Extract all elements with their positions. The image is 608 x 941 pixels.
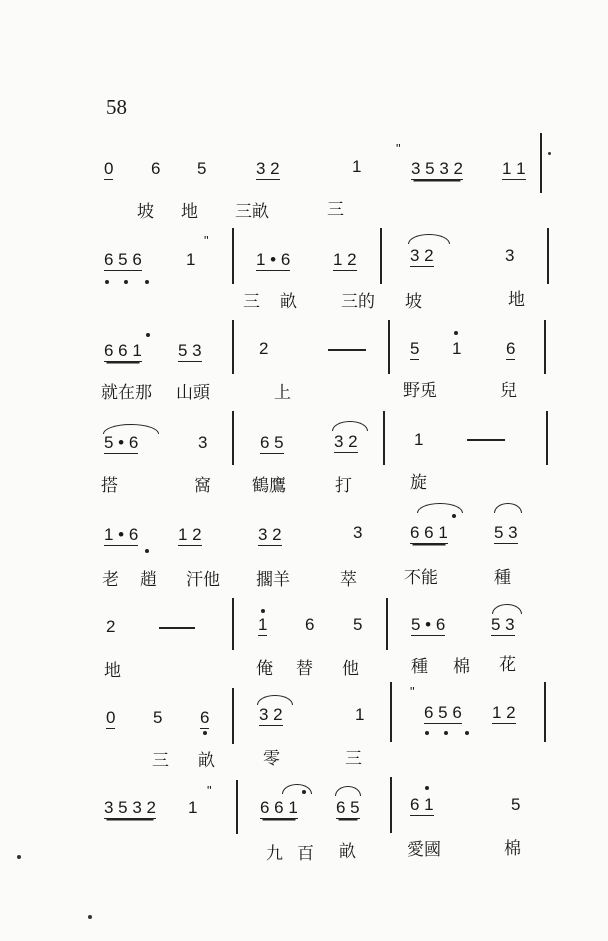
note: 6 [506,339,516,358]
note-group: 5 3 [178,341,202,360]
barline [544,682,546,742]
lyric: 萃 [340,570,357,590]
barline [236,780,238,834]
high-octave-dot [302,790,306,794]
note-group: 6 5 6 [424,703,462,722]
lyric: 旋 [410,473,427,493]
high-octave-dot [425,786,429,790]
note: 6 [200,708,210,727]
note: 1 [352,157,362,176]
low-octave-dot [465,731,469,735]
lyric: 愛國 [407,840,441,860]
note-group: 6 5 [260,433,284,452]
low-octave-dot [145,549,149,553]
slur [492,604,522,614]
barline [540,133,542,193]
slur [494,503,522,513]
lyric: 老 [102,570,119,590]
barline [232,228,234,284]
low-octave-dot [425,731,429,735]
note-group: 5 3 [494,523,518,542]
note-group: 3 5 3 2 [411,159,463,178]
note: 1 [186,250,196,269]
lyric: 就在那 [101,383,152,403]
note: 5 [197,159,207,178]
page-number: 58 [106,95,127,119]
note: 2 [259,339,269,358]
ink-speck [548,152,551,155]
note: 6 [305,615,315,634]
lyric: 窩 [194,476,211,496]
barline [383,411,385,465]
barline [380,228,382,284]
barline [547,228,549,284]
barline [232,320,234,374]
note-group: 1 2 [333,250,357,269]
lyric: 他 [342,659,359,679]
lyric: 種 [411,657,428,677]
high-octave-dot [261,609,265,613]
barline [390,777,392,833]
low-octave-dot [203,731,207,735]
lyric: 畝 [339,842,356,862]
lyric: 花 [499,655,516,675]
note: 5 [153,708,163,727]
lyric: 打 [335,476,352,496]
slur [408,234,450,244]
lyric: 畝 [280,292,297,312]
low-octave-dot [444,731,448,735]
note-group: 3 5 3 2 [104,798,156,817]
breath-mark: " [204,233,209,248]
note-group: 1 • 6 [104,525,139,544]
lyric: 三 [345,749,362,769]
note: 0 [104,159,114,178]
barline [232,688,234,744]
note-group: 1 • 6 [256,250,291,269]
barline [544,320,546,374]
lyric: 畝 [198,751,215,771]
note: 1 [452,339,462,358]
slur [282,784,312,794]
lyric: 俺 [256,659,273,679]
lyric: 坡 [405,292,422,312]
extension-dash [159,627,195,629]
note-group: 6 6 1 [104,341,142,360]
barline [386,598,388,650]
note-group: 5 3 [491,615,515,634]
note-group: 3 2 [259,705,283,724]
lyric: 汗他 [186,570,220,590]
lyric: 三 [243,292,260,312]
lyric: 不能 [404,568,438,588]
note-group: 1 1 [502,159,526,178]
note: 1 [355,705,365,724]
lyric: 替 [296,659,313,679]
note-group: 5 • 6 [411,615,446,634]
lyric: 三畝 [235,202,269,222]
note-group: 1 2 [178,525,202,544]
lyric: 山頭 [176,383,210,403]
high-octave-dot [454,331,458,335]
breath-mark: " [207,783,212,798]
note-group: 6 1 [410,795,434,814]
lyric: 地 [104,661,121,681]
lyric: 野兎 [403,381,437,401]
note-group: 6 5 6 [104,250,142,269]
note-group: 3 2 [334,432,358,451]
barline [232,411,234,465]
low-octave-dot [145,280,149,284]
breath-mark: " [410,684,415,699]
ink-speck [17,855,21,859]
note-group: 3 2 [258,525,282,544]
note: 3 [198,433,208,452]
note: 1 [258,615,268,634]
note-group: 3 2 [256,159,280,178]
note-group: 6 6 1 [410,523,448,542]
lyric: 棉 [453,657,470,677]
slur [335,786,361,796]
lyric: 鶴鷹 [252,476,286,496]
lyric: 趙 [140,570,157,590]
note: 0 [106,708,116,727]
lyric: 搭 [101,476,118,496]
extension-dash [328,349,366,351]
ink-speck [88,915,92,919]
slur [332,421,368,431]
extension-dash [467,439,505,441]
lyric: 三的 [341,292,375,312]
lyric: 兒 [500,381,517,401]
low-octave-dot [105,280,109,284]
note: 3 [353,523,363,542]
note-group: 6 6 1 [260,798,298,817]
note: 3 [505,246,515,265]
note-group: 1 2 [492,703,516,722]
lyric: 種 [494,568,511,588]
lyric: 三 [327,200,344,220]
slur [417,503,463,513]
note: 5 [353,615,363,634]
note-group: 3 2 [410,246,434,265]
barline [546,411,548,465]
note-group: 6 5 [336,798,360,817]
lyric: 棉 [504,839,521,859]
lyric: 地 [181,202,198,222]
note: 5 [511,795,521,814]
lyric: 坡 [137,202,154,222]
note: 1 [188,798,198,817]
barline [232,598,234,650]
note: 5 [410,339,420,358]
high-octave-dot [452,514,456,518]
lyric: 百 [297,844,314,864]
lyric: 零 [263,749,280,769]
note: 6 [151,159,161,178]
breath-mark: " [396,141,401,156]
barline [388,320,390,374]
slur [257,695,293,705]
note: 1 [414,430,424,449]
note-group: 5 • 6 [104,433,139,452]
low-octave-dot [124,280,128,284]
lyric: 九 [266,844,283,864]
note: 2 [106,617,116,636]
lyric: 三 [152,751,169,771]
lyric: 地 [508,290,525,310]
lyric: 上 [274,383,291,403]
barline [390,682,392,742]
lyric: 擱羊 [256,570,290,590]
high-octave-dot [146,333,150,337]
